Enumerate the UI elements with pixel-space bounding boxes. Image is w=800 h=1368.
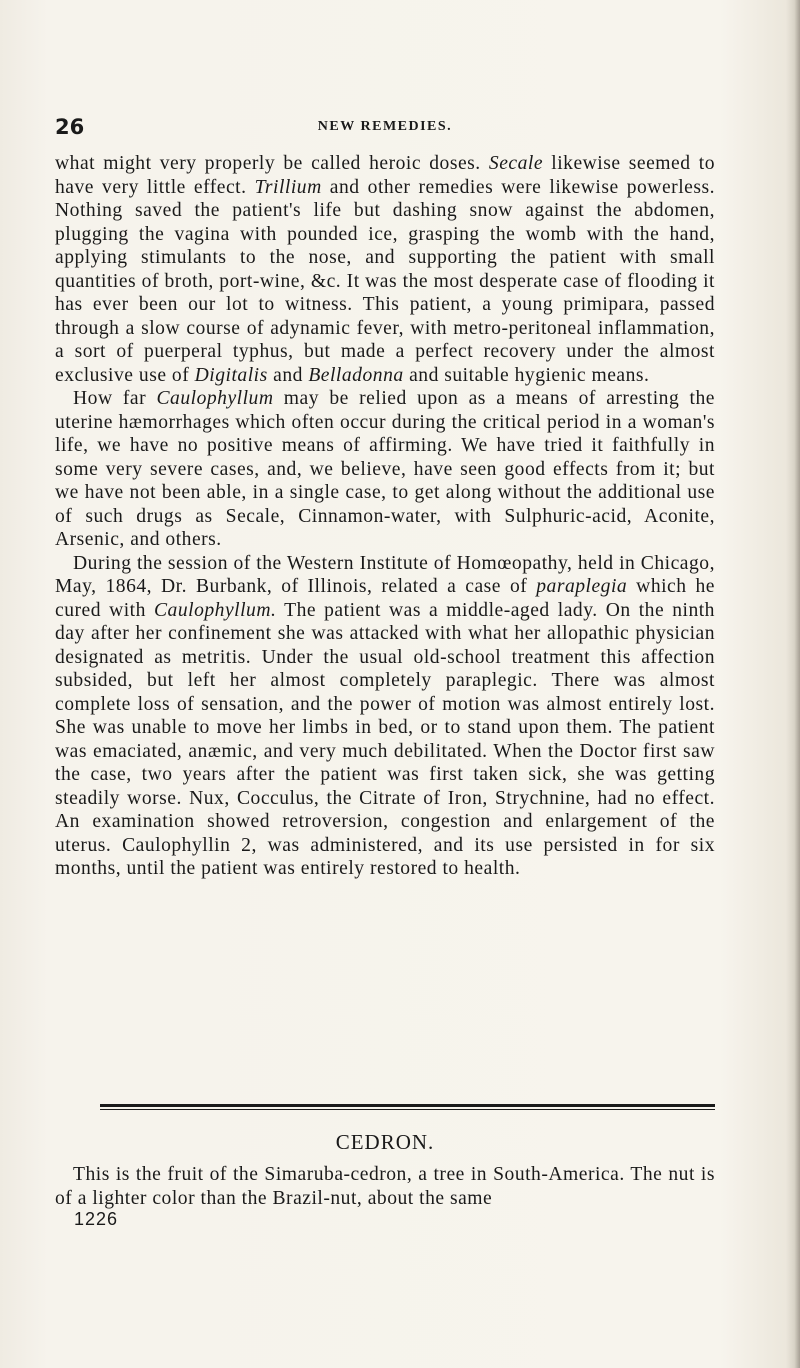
italic-term: Caulophyllum	[156, 388, 274, 409]
section-paragraph: This is the fruit of the Simaruba-cedron, a tree in South-America. The nut is of a lighter color than the Brazil-nut, about the same	[55, 1164, 715, 1209]
text-run: and	[267, 364, 309, 386]
text-run: The patient was a middle-aged lady. On the ninth day after her confinement she was attacked with what her allopathic physician designated as metritis. Under the usual old-school treatment this affection subsided, but left her almost completely paraplegic. There was almost complete loss of sensation, and the power of motion was almost entirely lost. She was unable to move her limbs in bed, or to stand upon them. The patient was emaciated, anæmic, and very much debilitated. When the Doctor first saw the case, two years after the patient was first taken sick, she was getting steadily worse. Nux, Cocculus, the Citrate of Iron, Strychnine, had no effect. An examination showed retroversion, congestion and enlargement of the uterus. Caulophyllin 2, was administered, and its use persisted in for six months, until the patient was entirely restored to health.	[55, 599, 715, 879]
italic-term: Belladonna	[308, 364, 404, 386]
signature-mark: 1226	[74, 1209, 119, 1229]
body-paragraph	[55, 152, 715, 387]
divider-thick-line	[100, 1104, 715, 1107]
italic-term: Secale	[488, 153, 544, 174]
body-paragraph	[55, 552, 715, 881]
section-body	[55, 1163, 715, 1210]
italic-term: paraplegia	[536, 576, 628, 597]
italic-term: Digitalis	[194, 364, 268, 386]
body-paragraph	[55, 387, 715, 552]
body-text	[55, 152, 715, 881]
section-title: CEDRON.	[335, 1130, 435, 1154]
text-run: During the session of the Western Institute of Homœopathy, held in Chicago, May, 1864, Dr. Burbank, of Illinois, related a case of	[55, 552, 715, 597]
text-run: and suitable hygienic means.	[403, 364, 650, 386]
italic-term: Caulophyllum.	[153, 599, 277, 621]
divider-thin-line	[100, 1109, 715, 1110]
page-edge-shadow	[786, 0, 800, 1368]
text-run: may be relied upon as a means of arresting the uterine hæmorrhages which often occur during the critical period in a woman's life, we have no positive means of affirming. We have tried it faithfully in some very severe cases, and, we believe, have seen good effects from it; but we have not been able, in a single case, to get along without the additional use of such drugs as Secale, Cinnamon-water, with Sulphuric-acid, Aconite, Arsenic, and others.	[55, 388, 715, 550]
text-run: How far	[73, 388, 157, 409]
page-header	[55, 115, 715, 145]
text-run: what might very properly be called heroic doses.	[55, 153, 489, 174]
text-run: and other remedies were likewise powerless. Nothing saved the patient's life but dashing snow against the abdomen, plugging the vagina with pounded ice, grasping the womb with the hand, applying stimulants to the nose, and supporting the patient with small quantities of broth, port-wine, &c. It was the most desperate case of flooding it has ever been our lot to witness. This patient, a young primipara, passed through a slow course of adynamic fever, with metro-peritoneal inflammation, a sort of puerperal typhus, but made a perfect recovery under the almost exclusive use of	[55, 176, 715, 386]
text-run: likewise seemed to have very little effect.	[55, 153, 715, 198]
italic-term: Trillium	[254, 176, 322, 198]
text-run: which he cured with	[55, 576, 715, 621]
page-number: 26	[55, 115, 85, 139]
running-head: NEW REMEDIES.	[317, 119, 453, 134]
section-divider	[100, 1104, 715, 1111]
